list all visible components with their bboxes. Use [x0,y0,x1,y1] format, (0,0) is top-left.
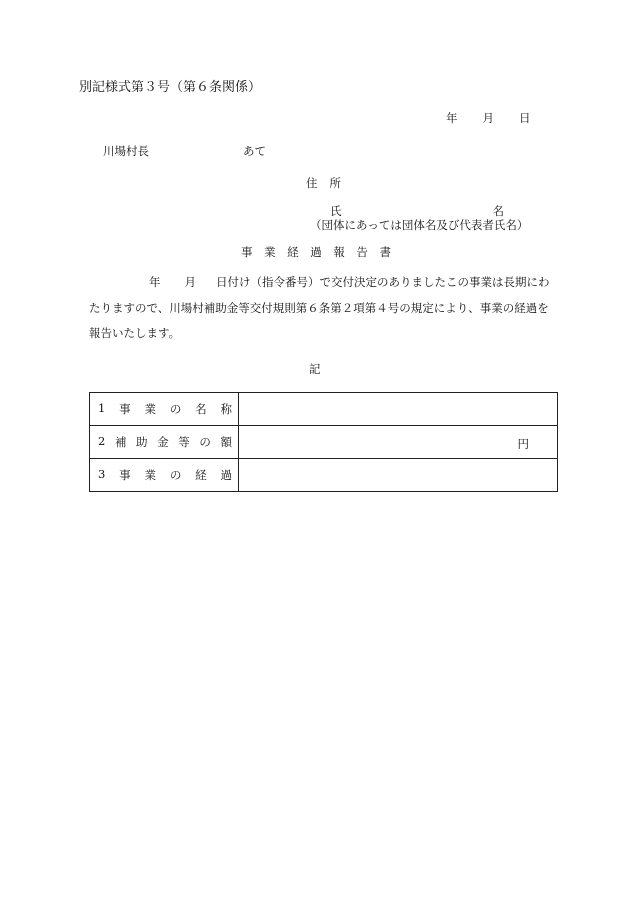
row-value-cell[interactable] [239,459,558,492]
name-label: 氏 名 [330,204,504,218]
report-title: 事 業 経 過 報 告 書 [241,245,391,259]
date-month: 月 [482,111,494,125]
ki-label: 記 [309,362,321,376]
row-label: 1 事 業 の 名 称 [90,393,239,426]
address-label: 住 所 [306,176,341,190]
row-label: 2 補 助 金 等 の 額 [90,426,239,459]
date-line [446,113,531,125]
body-paragraph [89,270,554,347]
date-year: 年 [446,111,458,125]
form-title: 別記様式第３号（第６条関係） [79,80,262,95]
table-row [90,459,558,492]
name-note: （団体にあっては団体名及び代表者氏名） [310,218,529,232]
yen-unit: 円 [517,437,529,451]
body-year: 年 [149,275,161,289]
addressee-suffix: あて [243,144,266,158]
row-value-cell[interactable] [239,393,558,426]
table-row [90,426,558,459]
date-day: 日 [519,111,531,125]
body-text: 日付け（指令番号）で交付決定のありましたこの事業は長期にわたりますので、川場村補助金等交付規則第６条第２項第４号の規定により、事業の経過を報告いたします。 [89,275,550,340]
table-row [90,393,558,426]
body-month: 月 [184,275,196,289]
row-value-cell[interactable] [239,426,558,459]
row-label: 3 事 業 の 経 過 [90,459,239,492]
items-table [89,392,558,492]
addressee-name: 川場村長 [103,144,149,158]
